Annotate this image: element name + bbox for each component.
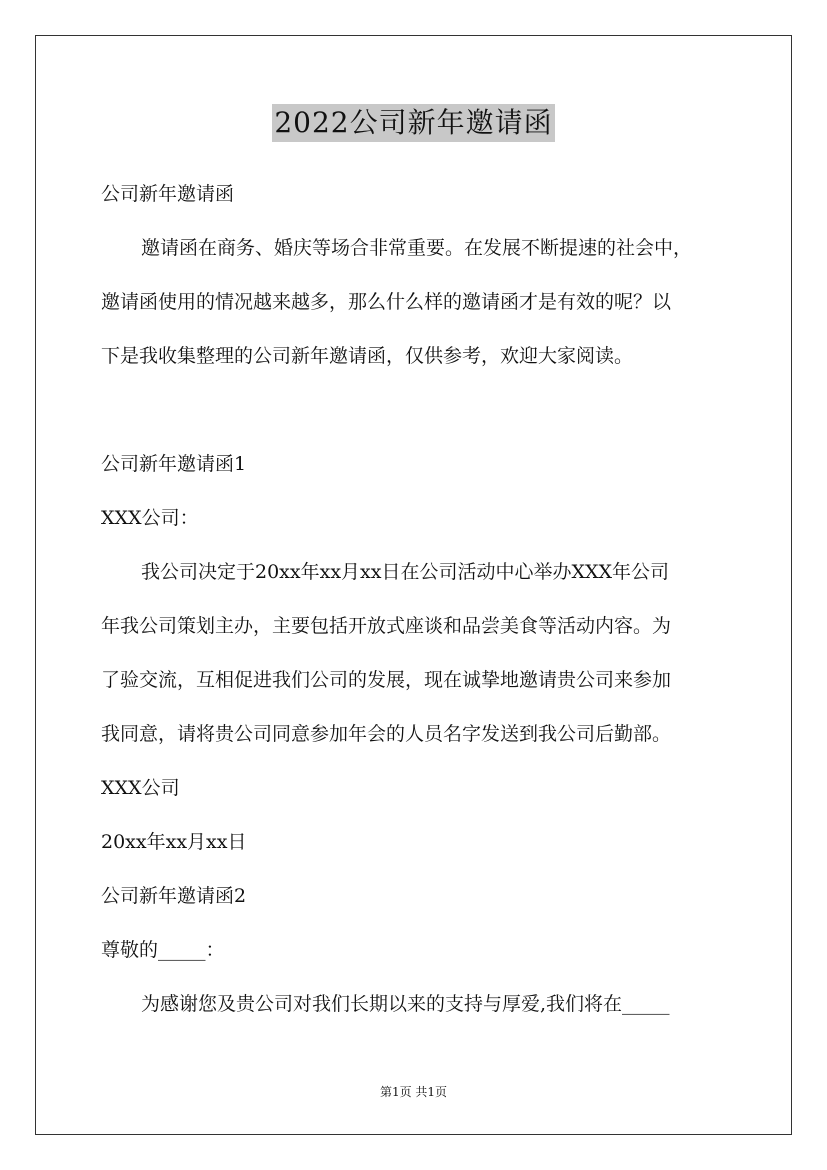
section-heading-1: 公司新年邀请函1: [101, 453, 247, 475]
section-heading-2: 公司新年邀请函2: [101, 885, 247, 907]
salutation: XXX公司：: [101, 507, 199, 529]
intro-heading: 公司新年邀请函: [101, 183, 235, 205]
body-line: 年我公司策划主办，主要包括开放式座谈和品尝美食等活动内容。为: [101, 615, 672, 637]
body-line: 邀请函在商务、婚庆等场合非常重要。在发展不断提速的社会中，: [141, 237, 693, 259]
signature-date: 20xx年xx月xx日: [101, 831, 247, 853]
body-line: 我同意，请将贵公司同意参加年会的人员名字发送到我公司后勤部。: [101, 723, 672, 745]
document-title: 2022公司新年邀请函: [272, 104, 554, 142]
page-footer: 第1页 共1页: [379, 1085, 448, 1099]
body-line: 邀请函使用的情况越来越多，那么什么样的邀请函才是有效的呢？以: [101, 291, 672, 313]
signature-company: XXX公司: [101, 777, 180, 799]
body-line: 为感谢您及贵公司对我们长期以来的支持与厚爱,我们将在_____: [141, 993, 670, 1015]
body-line: 我公司决定于20xx年xx月xx日在公司活动中心举办XXX年公司: [141, 561, 670, 583]
title-container: [0, 104, 827, 142]
salutation: 尊敬的_____：: [101, 939, 225, 961]
body-line: 了验交流，互相促进我们公司的发展，现在诚挚地邀请贵公司来参加: [101, 669, 672, 691]
body-line: 下是我收集整理的公司新年邀请函，仅供参考，欢迎大家阅读。: [101, 345, 634, 367]
